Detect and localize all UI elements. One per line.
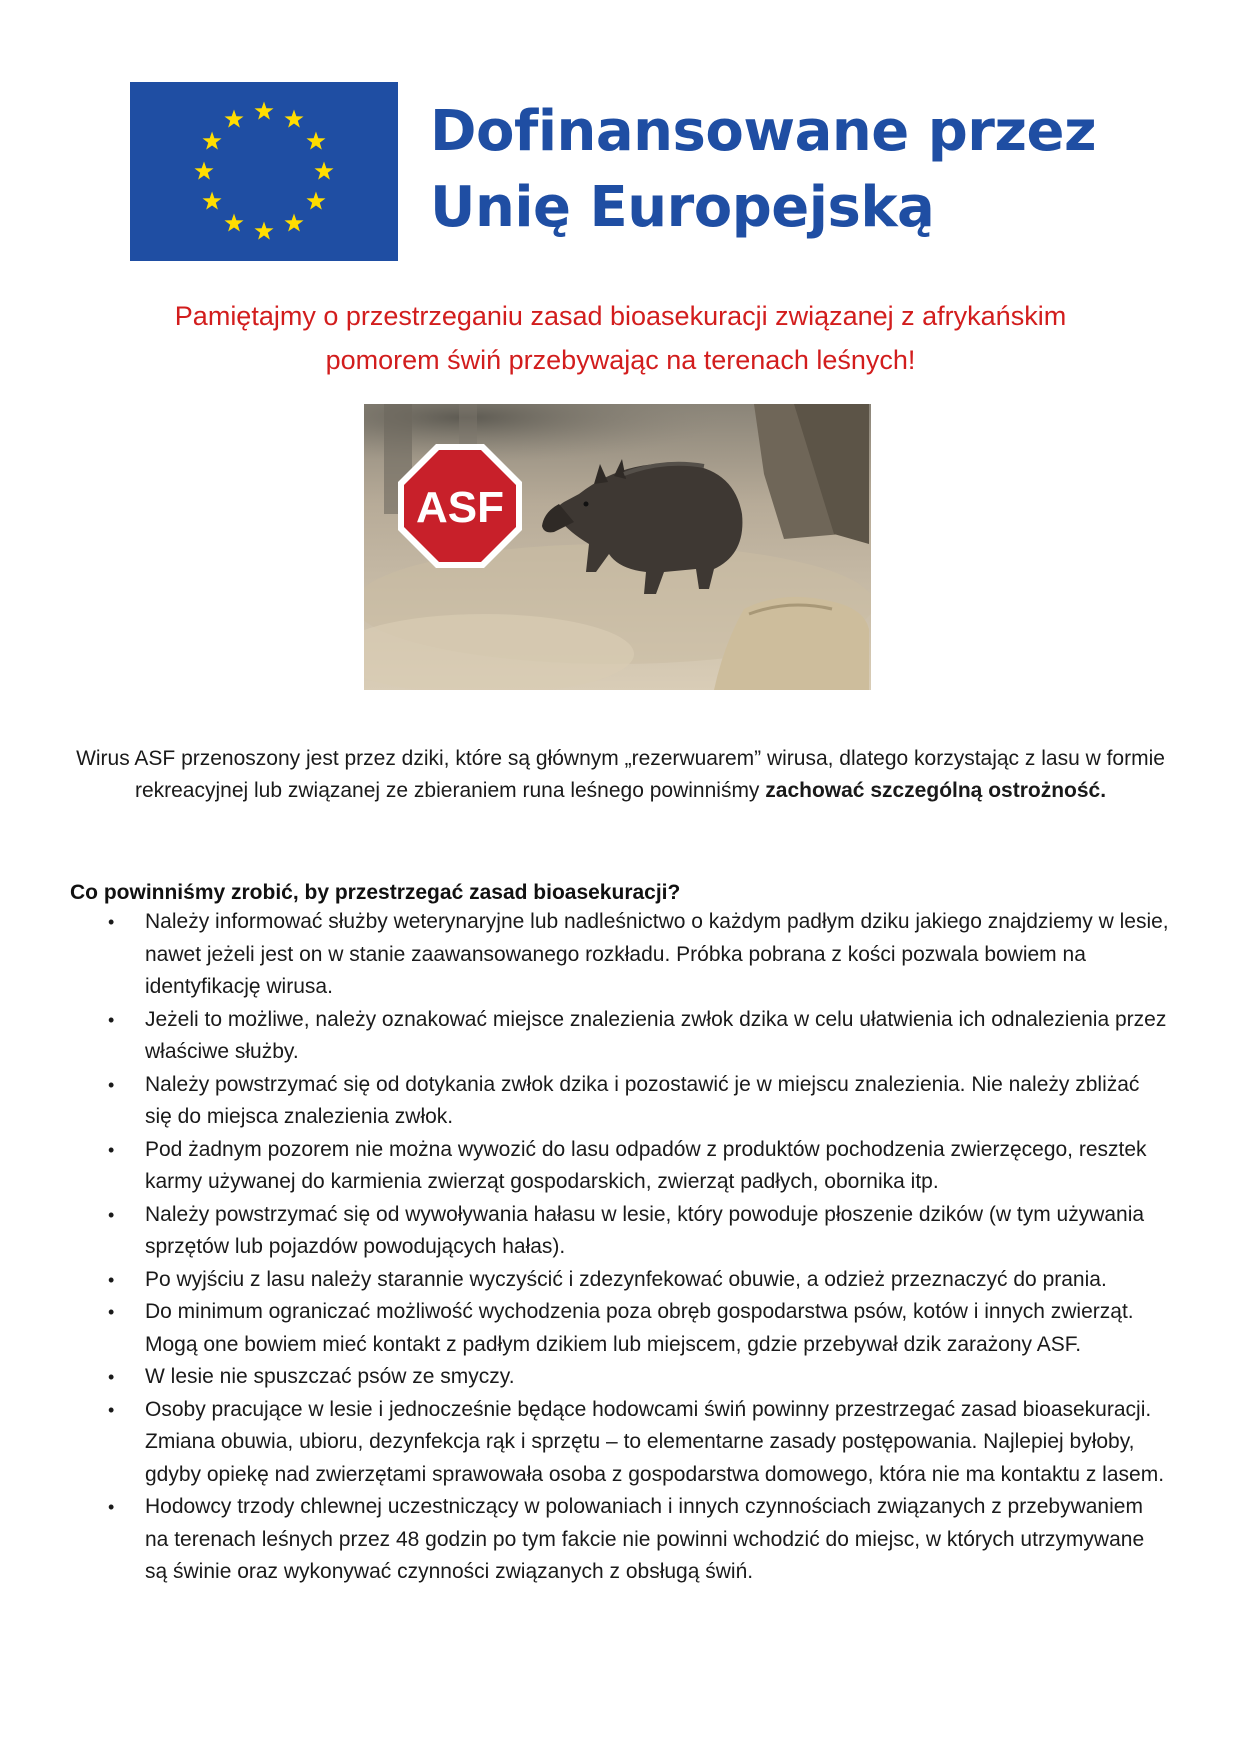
rule-text: Należy powstrzymać się od wywoływania hałasu w lesie, który powoduje płoszenie dzików (w tym używania sprzętów lub pojazdów powodujących hałas). (145, 1202, 1145, 1258)
bullet-icon: • (108, 1204, 115, 1225)
section-heading: Co powinniśmy zrobić, by przestrzegać zasad bioasekuracji? (70, 881, 681, 904)
rule-text: Należy informować służby weterynaryjne lub nadleśnictwo o każdym padłym dziku jakiego znajdziemy w lesie, nawet jeżeli jest on w stanie zaawansowanego rozkładu. Próbka pobrana z kości pozwala bowiem na identyfikację wirusa. (145, 910, 1169, 998)
bullet-icon: • (108, 912, 115, 932)
intro-paragraph (60, 743, 1181, 807)
rule-item (100, 1296, 1170, 1361)
bullet-icon: • (108, 1497, 115, 1517)
bullet-icon: • (108, 1269, 115, 1290)
rules-list (100, 906, 1170, 1589)
intro-bold-text: zachować szczególną ostrożność. (765, 779, 1107, 802)
rule-item (100, 1069, 1170, 1134)
rule-text: Po wyjściu z lasu należy starannie wyczyścić i zdezynfekować obuwie, a odzież przeznaczyć do prania. (145, 1267, 1107, 1291)
bullet-icon: • (108, 1074, 115, 1095)
rule-text: Osoby pracujące w lesie i jednocześnie będące hodowcami świń powinny przestrzegać zasad bioasekuracji. Zmiana obuwia, ubioru, dezynfekcja rąk i sprzętu – to elementarne zasady postępowania. Najlepiej byłoby, gdyby opiekę nad zwierzętami sprawowała osoba z gospodarstwa domowego, która nie ma kontaktu z lasem. (145, 1397, 1165, 1486)
rule-text: W lesie nie spuszczać psów ze smyczy. (145, 1365, 515, 1388)
rule-item (100, 1134, 1170, 1199)
bullet-icon: • (108, 1399, 115, 1420)
rule-item (100, 1361, 1170, 1394)
rule-item (100, 1491, 1170, 1589)
rule-item (100, 1199, 1170, 1264)
rule-item (100, 1394, 1170, 1492)
rule-item (100, 1004, 1170, 1069)
wild-boar-illustration (364, 404, 871, 690)
eu-flag-graphic (130, 82, 398, 261)
headline-line2: pomorem świń przebywając na terenach leśnych! (325, 345, 916, 375)
wild-boar-photo (364, 404, 871, 690)
bullet-icon: • (108, 1302, 115, 1322)
eu-funding-line2: Unię Europejską (430, 175, 935, 240)
eu-funding-text (430, 94, 1150, 246)
rule-text: Pod żadnym pozorem nie można wywozić do lasu odpadów z produktów pochodzenia zwierzęcego, resztek karmy używanej do karmienia zwierząt gospodarskich, zwierząt padłych, obornika itp. (145, 1137, 1147, 1193)
rule-text: Jeżeli to możliwe, należy oznakować miejsce znalezienia zwłok dzika w celu ułatwienia ich odnalezienia przez właściwe służby. (145, 1007, 1167, 1063)
rule-text: Hodowcy trzody chlewnej uczestniczący w polowaniach i innych czynnościach związanych z przebywaniem na terenach leśnych przez 48 godzin po tym fakcie nie powinni wchodzić do miejsc, w których utrzymywane są świnie oraz wykonywać czynności związanych z obsługą świń. (145, 1495, 1145, 1583)
rule-item (100, 1264, 1170, 1297)
headline (60, 294, 1181, 382)
bullet-icon: • (108, 1139, 115, 1160)
eu-flag-logo (130, 82, 398, 261)
rule-text: Do minimum ograniczać możliwość wychodzenia poza obręb gospodarstwa psów, kotów i innych zwierząt. Mogą one bowiem mieć kontakt z padłym dzikiem lub miejscem, gdzie przebywał dzik zarażony ASF. (145, 1300, 1134, 1356)
rule-item (100, 906, 1170, 1004)
bullet-icon: • (108, 1009, 115, 1030)
headline-line1: Pamiętajmy o przestrzeganiu zasad bioasekuracji związanej z afrykańskim (174, 301, 1067, 331)
eu-funding-line1: Dofinansowane przez (430, 99, 1097, 164)
svg-text:ASF: ASF (416, 483, 504, 532)
rule-text: Należy powstrzymać się od dotykania zwłok dzika i pozostawić je w miejscu znalezienia. Nie należy zbliżać się do miejsca znalezienia zwłok. (145, 1072, 1140, 1128)
bullet-icon: • (108, 1367, 115, 1387)
intro-text: Wirus ASF przenoszony jest przez dziki, które są głównym „rezerwuarem” wirusa, dlatego korzystając z lasu w formie rekreacyjnej lub związanej ze zbieraniem runa leśnego powinniśmy (76, 747, 1165, 802)
